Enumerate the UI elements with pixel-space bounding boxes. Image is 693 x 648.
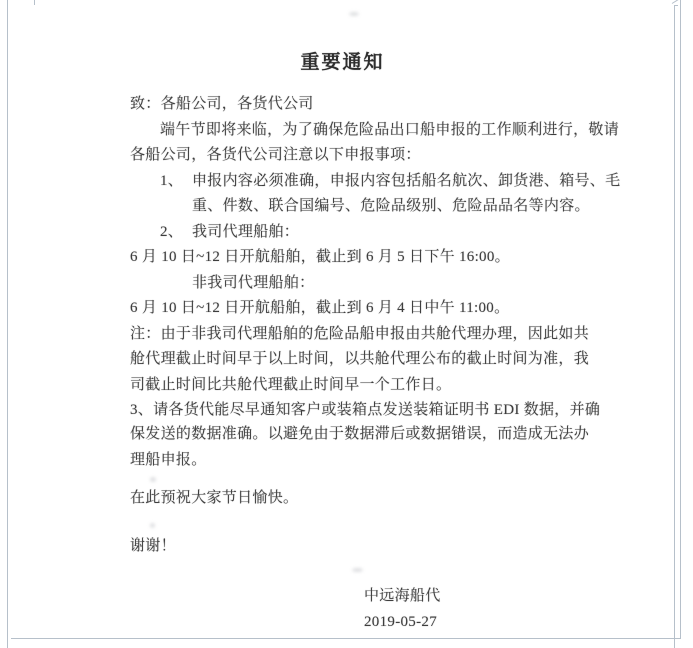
notice-document [11, 5, 674, 638]
notice-body [11, 5, 674, 638]
notice-line: 司截止时间比共舱代理截止时间早一个工作日。 [130, 377, 452, 393]
notice-line: 6 月 10 日~12 日开航船舶，截止到 6 月 4 日中午 11:00。 [130, 300, 510, 316]
notice-date: 2019-05-27 [364, 614, 437, 630]
notice-thanks-line: 谢谢！ [130, 538, 176, 554]
notice-line: 理船申报。 [130, 452, 207, 468]
notice-line: 注：由于非我司代理船舶的危险品船申报由共舱代理办理，因此如共 [130, 326, 590, 342]
notice-line: 3、请各货代能尽早通知客户或装箱点发送装箱证明书 EDI 数据，并确 [130, 402, 601, 418]
frame-line-right-inner [674, 5, 675, 648]
frame-line-right-outer [680, 0, 681, 638]
notice-wish-line: 在此预祝大家节日愉快。 [130, 490, 299, 506]
list-number: 2、 [160, 224, 184, 240]
notice-salutation: 致：各船公司，各货代公司 [130, 96, 314, 112]
notice-line: 各船公司，各货代公司注意以下申报事项： [130, 147, 421, 163]
notice-line: 端午节即将来临，为了确保危险品出口船申报的工作顺利进行，敬请 [160, 122, 620, 138]
frame-line-bottom [11, 638, 681, 639]
notice-title: 重要通知 [300, 52, 385, 73]
list-text: 申报内容必须准确，申报内容包括船名航次、卸货港、箱号、毛 [192, 173, 621, 189]
notice-line: 重、件数、联合国编号、危险品级别、危险品品名等内容。 [192, 198, 590, 214]
notice-line: 保发送的数据准确。以避免由于数据滞后或数据错误，而造成无法办 [130, 426, 590, 442]
notice-line: 非我司代理船舶： [192, 275, 315, 291]
notice-list-item-1 [160, 173, 620, 189]
notice-line: 舱代理截止时间早于以上时间，以共舱代理公布的截止时间为准，我 [130, 351, 590, 367]
list-text: 我司代理船舶： [192, 224, 300, 240]
notice-signature: 中远海船代 [364, 588, 441, 604]
frame-line-left-outer [7, 0, 8, 648]
list-number: 1、 [160, 173, 184, 189]
notice-line: 6 月 10 日~12 日开航船舶，截止到 6 月 5 日下午 16:00。 [130, 249, 510, 265]
notice-list-item-2 [160, 224, 299, 240]
